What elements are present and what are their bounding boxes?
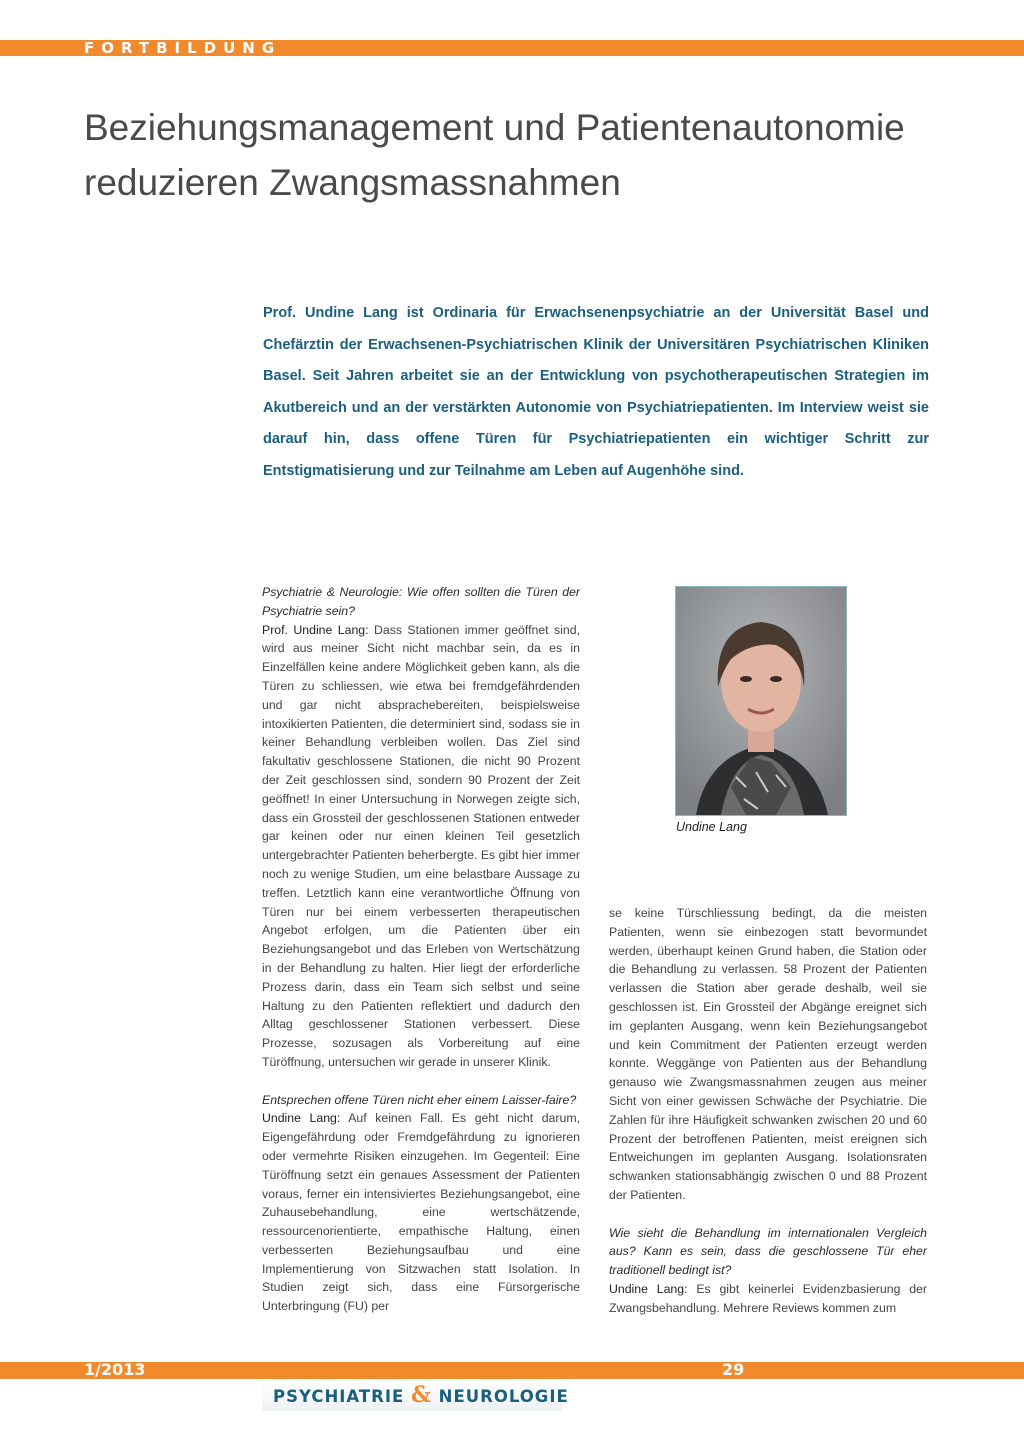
answer-continued: se keine Türschliessung bedingt, da die meisten Patienten, wenn sie einbezogen statt bevormundet werden, überhaupt keinen Grund haben, die Station oder die Behandlung zu verlassen. 58 Prozent der Patienten verlassen die Station aber gerade deshalb, weil sie geschlossen ist. Ein Grossteil der Abgänge ereignet sich im geplanten Ausgang, wenn kein Beziehungsangebot und kein Commitment der Patienten erzeugt werden konnte. Weggänge von Patienten aus der Behandlung genauso wie Zwangsmassnahmen zeugen aus meiner Sicht von einer gewissen Schwäche der Psychiatrie. Die Zahlen für ihre Häufigkeit schwanken zwischen 20 und 60 Prozent der betroffenen Patienten, meist ereignen sich Entweichungen im geplanten Ausgang. Isolationsraten schwanken stationsabhängig zwischen 0 und 88 Prozent der Patienten. — [609, 906, 927, 1202]
footer-bar — [0, 1362, 1024, 1379]
journal-logo — [273, 1381, 569, 1411]
photo-caption: Undine Lang — [676, 820, 747, 834]
logo-ampersand: & — [411, 1382, 432, 1408]
lead-paragraph: Prof. Undine Lang ist Ordinaria für Erwachsenenpsychiatrie an der Universität Basel und Chefärztin der Erwachsenen-Psychiatrischen Klinik der Universitären Psychiatrischen Kliniken Basel. Seit Jahren arbeitet sie an der Entwicklung von psychotherapeutischen Strategien im Akutbereich und an der verstärkten Autonomie von Psychiatriepatienten. Im Interview weist sie darauf hin, dass offene Türen für Psychiatriepatienten ein wichtiger Schritt zur Entstigmatisierung und zur Teilnahme am Leben auf Augenhöhe sind. — [263, 305, 929, 479]
text-column-left — [262, 583, 580, 1316]
logo-word-psychiatrie: PSYCHIATRIE — [273, 1387, 405, 1406]
title-line-1: Beziehungsmanagement und Patientenautonomie — [84, 107, 905, 148]
section-label: FORTBILDUNG — [84, 39, 282, 57]
speaker-label: Undine Lang: — [609, 1281, 688, 1296]
portrait-photo — [675, 586, 847, 816]
speaker-label: Prof. Undine Lang: — [262, 622, 369, 637]
issue-number: 1/2013 — [84, 1360, 146, 1379]
question-2: Entsprechen offene Türen nicht eher einem Laisser-faire? — [262, 1092, 577, 1107]
answer-text: Dass Stationen immer geöffnet sind, wird aus meiner Sicht nicht machbar sein, da es in Einzelfällen keine andere Möglichkeit geben kann, als die Türen zu schliessen, wie etwa bei fremdgefährdenden und gar nicht absprachebereiten, beispielsweise intoxikierten Patienten, die determiniert sind, sodass sie in keiner Behandlung verbleiben wollen. Das Ziel sind fakultativ geschlossene Stationen, die nicht 90 Prozent der Zeit geschlossen sind, sondern 90 Prozent der Zeit geöffnet! In einer Untersuchung in Norwegen zeigte sich, dass ein Grossteil der geschlossenen Stationen entweder gar keinen oder nur einen kleinen Teil gesetzlich untergebrachter Patienten beherbergte. Es gibt hier immer noch zu wenige Studien, um eine belastbare Aussage zu treffen. Letztlich kann eine verantwortliche Öffnung von Türen nur bei einem verbesserten therapeutischen Angebot erfolgen, um die Patienten über ein Beziehungsangebot und das Erleben von Wertschätzung in der Behandlung zu halten. Hier liegt der erforderliche Prozess darin, dass ein Team sich selbst und seine Haltung zu den Patienten reflektiert und dadurch den Alltag geschlossener Stationen verbessert. Diese Prozesse, sozusagen als Vorbereitung auf eine Türöffnung, untersuchen wir gerade in unserer Klinik. — [262, 622, 580, 1069]
answer-3 — [609, 1280, 927, 1318]
answer-text: Auf keinen Fall. Es geht nicht darum, Eigengefährdung oder Fremdgefährdung zu ignorieren oder vermehrte Risiken einzugehen. Im Gegenteil: Eine Türöffnung setzt ein genaues Assessment der Patienten voraus, ferner ein intensiviertes Beziehungsangebot, eine Zuhausebehandlung, eine wertschätzende, ressourcenorientierte, empathische Haltung, einen verbesserten Beziehungsaufbau und eine Implementierung von Sitzwachen statt Isolation. In Studien zeigt sich, dass eine Fürsorgerische Unterbringung (FU) per — [262, 1111, 580, 1314]
answer-text: Es gibt keinerlei Evidenzbasierung der Zwangsbehandlung. Mehrere Reviews kommen zum — [609, 1281, 927, 1315]
title-line-2: reduzieren Zwangsmassnahmen — [84, 162, 621, 203]
question-1: Psychiatrie & Neurologie: Wie offen sollten die Türen der Psychiatrie sein? — [262, 585, 580, 618]
answer-2 — [262, 1109, 580, 1316]
article-title — [84, 100, 984, 210]
portrait-illustration — [676, 587, 846, 815]
page-number: 29 — [722, 1360, 745, 1379]
text-column-right — [609, 904, 927, 1318]
question-3: Wie sieht die Behandlung im internationalen Vergleich aus? Kann es sein, dass die geschlossene Tür eher traditionell bedingt ist? — [609, 1225, 927, 1278]
speaker-label: Undine Lang: — [262, 1111, 341, 1126]
answer-1 — [262, 621, 580, 1072]
logo-word-neurologie: NEUROLOGIE — [438, 1387, 569, 1406]
